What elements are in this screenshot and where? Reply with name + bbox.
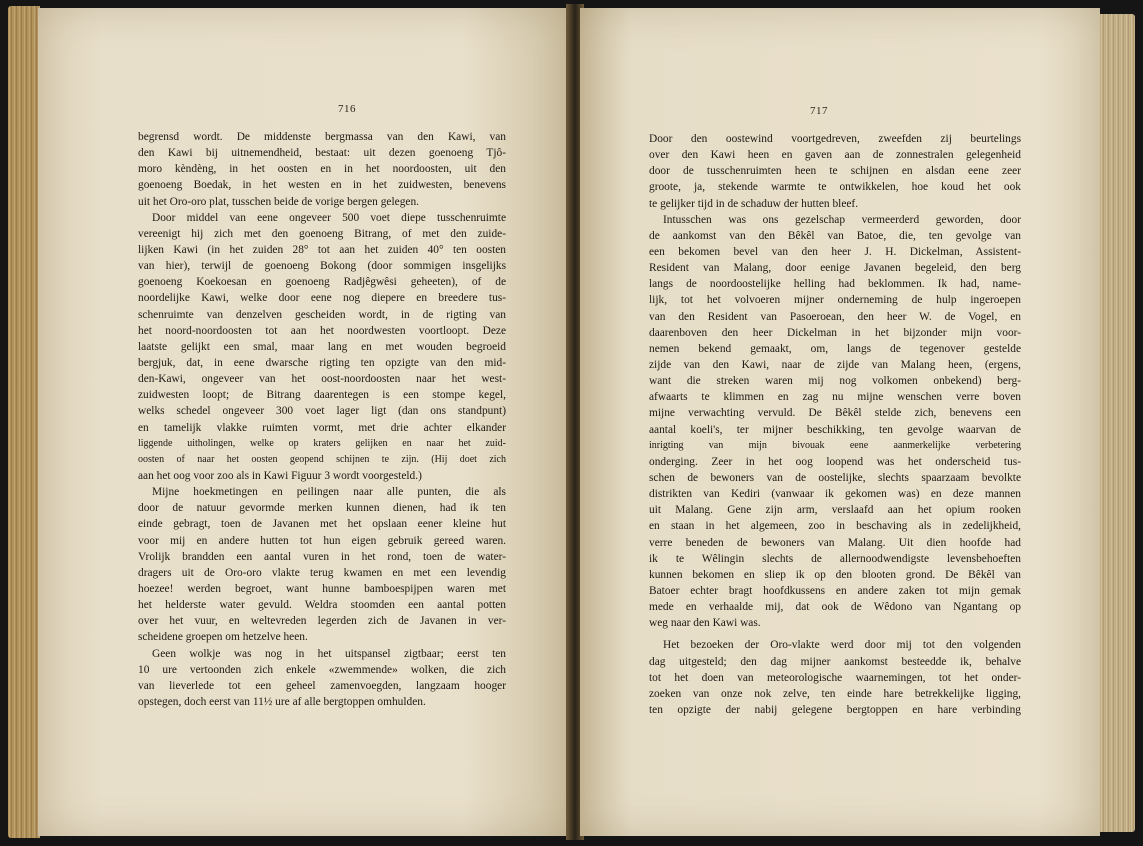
- text-line: inrigting van mijn bivouak eene aanmerkelijke verbetering: [649, 439, 1021, 451]
- text-line: voor mij en andere hutten tot hun eigen gebruik gereed waren.: [138, 534, 506, 547]
- left-page-text: [138, 129, 506, 710]
- text-line: het noord-noordoosten tot aan het noordwesten voortloopt. Deze: [138, 324, 506, 337]
- text-line: ik te Wêlingin slechts de allernoodwendigste levensbehoeften: [649, 552, 1021, 565]
- text-line: lijk, tot het volvoeren mijner onderneming de hulp ingeroepen: [649, 294, 1021, 307]
- text-line: opstegen, doch eerst van 11½ ure af alle bergtoppen omhulden.: [138, 695, 426, 708]
- text-line: zuidwesten loopt; de Bitrang daarentegen is een stompe kegel,: [138, 389, 506, 402]
- text-line: van den Resident van Pasoeroean, den heer W. de Vogel, en: [649, 310, 1021, 323]
- text-line: Batoer echter bragt hoofdkussens en andere zaken tot mijn gemak: [649, 584, 1021, 597]
- text-line: door de natuur gevormde merken kunnen dienen, had ik ten: [138, 502, 506, 515]
- text-line: bergjuk, dat, in eene dwarsche rigting ten opzigte van den mid-: [138, 356, 506, 369]
- text-line: een bekomen bevel van den heer J. H. Dickelman, Assistent-: [649, 245, 1021, 258]
- text-line: Resident van Malang, door eenige Javanen begeleid, den berg: [649, 262, 1021, 275]
- text-line: kunnen bekomen en sliep ik op den blooten grond. De Bêkêl van: [649, 568, 1021, 581]
- text-line: distrikten van Kediri (vanwaar ik gekomen was) en deze mannen: [649, 488, 1021, 501]
- text-line: zijde van den Kawi, naar de zijde van Malang heen, (ergens,: [649, 358, 1021, 371]
- text-line: goenoeng Boedak, in het westen en in het zuidwesten, benevens: [138, 179, 506, 192]
- text-line: want die streken waren mij nog volkomen onbekend) berg-: [649, 375, 1021, 388]
- text-line: schen de bewoners van de oostelijke, slechts spaarzaam bevolkte: [649, 471, 1021, 484]
- text-line: goenoeng Koekoesan en goenoeng Radjêgwêsi geheeten), of de: [138, 276, 506, 289]
- text-line: Vrolijk brandden een aantal vuren in het rond, toen de water-: [138, 550, 506, 563]
- text-line: aantal koeli's, ter mijner beschikking, ten gevolge waarvan de: [649, 423, 1021, 436]
- text-line: verre beneden de bewoners van Malang. Uit dien hoofde had: [649, 536, 1021, 549]
- text-line: schenruimte van denzelven gescheiden wordt, in de rigting van: [138, 308, 506, 321]
- text-line: Geen wolkje was nog in het uitspansel zigtbaar; eerst ten: [152, 647, 506, 660]
- page-number-left: 716: [338, 103, 356, 115]
- text-line: van hier), terwijl de goenoeng Bokong (door sommigen insgelijks: [138, 260, 506, 273]
- text-line: scheidene groepen om hetzelve heen.: [138, 631, 308, 644]
- text-line: langs de noordoostelijke helling had beklommen. Ik had, name-: [649, 278, 1021, 291]
- text-line: het helderste water gevuld. Weldra stoomden een aantal potten: [138, 599, 506, 612]
- text-line: door de tusschenruimten heen te schijnen en alsdan eene zeer: [649, 165, 1021, 178]
- left-page-edges: [8, 6, 40, 838]
- text-line: laatste gelijkt een smal, maar lang en met wouden begroeid: [138, 340, 506, 353]
- text-line: over den Kawi heen en gaven aan de zonnestralen gelegenheid: [649, 149, 1021, 162]
- text-line: van lieverlede tot een geheel zamenvoegden, langzaam hooger: [138, 679, 506, 692]
- text-line: afwaarts te klimmen en zag nu mijne wenschen verre boven: [649, 391, 1021, 404]
- right-page-edges: [1095, 14, 1135, 832]
- text-line: 10 ure vertoonden zich enkele «zwemmende» wolken, die zich: [138, 663, 506, 676]
- text-line: dag uitgesteld; den dag mijner aankomst besteedde ik, behalve: [649, 655, 1021, 668]
- text-line: hoezee! werden begroet, want hunne bamboespijpen waren met: [138, 582, 506, 595]
- text-line: liggende uitholingen, welke op kraters gelijken en naar het zuid-: [138, 437, 506, 449]
- text-line: onderging. Zeer in het oog loopend was het onderscheid tus-: [649, 455, 1021, 468]
- right-page: [580, 8, 1100, 836]
- text-line: einde gebragt, toen de Javanen met het opslaan eener kleine hut: [138, 518, 506, 531]
- text-line: tot het doen van meteorologische waarnemingen, tot het onder-: [649, 671, 1021, 684]
- text-line: welks schedel ongeveer 300 voet lager ligt (dan ons standpunt): [138, 405, 506, 418]
- text-line: Door middel van eene ongeveer 500 voet diepe tusschenruimte: [152, 211, 506, 224]
- text-line: weg naar den Kawi was.: [649, 617, 761, 630]
- text-line: den-Kawi, ongeveer van het oost-noordoosten naar het west-: [138, 373, 506, 386]
- text-line: zoeken van onze nok zelve, ten einde hare betrekkelijke ligging,: [649, 687, 1021, 700]
- text-line: oosten of naar het oosten geopend schijnen te zijn. (Hij doet zich: [138, 453, 506, 465]
- text-line: Door den oostewind voortgedreven, zweefden zij beurtelings: [649, 133, 1021, 145]
- text-line: Intusschen was ons gezelschap vermeerderd geworden, door: [663, 213, 1021, 226]
- right-page-text: [649, 131, 1021, 718]
- text-line: noordelijke Kawi, welke door eene nog diepere en breedere tus-: [138, 292, 506, 305]
- text-line: vereenigt hij zich met den goenoeng Bitrang, of met den zuide-: [138, 227, 506, 240]
- page-number-right: 717: [810, 105, 828, 117]
- text-line: uit het Oro-oro plat, tusschen beide de vorige bergen gelegen.: [138, 195, 419, 208]
- text-line: en tamelijk vlakke ruimten vormt, met drie achter elkander: [138, 421, 506, 434]
- text-line: dragers uit de Oro-oro vlakte terug kwamen en met een levendig: [138, 566, 506, 579]
- text-line: nemen bekend gemaakt, om, langs de tegenover gestelde: [649, 342, 1021, 355]
- text-line: over het vuur, en weltevreden legerden zich de Javanen in ver-: [138, 615, 506, 628]
- left-page: [38, 8, 570, 836]
- text-line: mijne verwachting vervuld. De Bêkêl stelde zich, benevens een: [649, 407, 1021, 420]
- text-line: uit Malang. Gene zijn arm, verslaafd aan het opium rooken: [649, 504, 1021, 517]
- text-line: Het bezoeken der Oro-vlakte werd door mij tot den volgenden: [663, 639, 1021, 652]
- text-line: ten opzigte der nabij gelegene bergtoppen en hare verbinding: [649, 703, 1021, 716]
- text-line: begrensd wordt. De middenste bergmassa van den Kawi, van: [138, 131, 506, 143]
- text-line: aan het oog voor zoo als in Kawi Figuur 3 wordt voorgesteld.): [138, 469, 422, 482]
- text-line: en staan in het algemeen, zoo in beschaving als in zedelijkheid,: [649, 520, 1021, 533]
- text-line: daarenboven den heer Dickelman in het bijzonder mijn voor-: [649, 326, 1021, 339]
- text-line: den Kawi bij uitnemendheid, bestaat: uit dezen goenoeng Tjô-: [138, 147, 506, 160]
- text-line: mede en verhaalde mij, dat ook de Wêdono van Ngantang op: [649, 601, 1021, 614]
- text-line: de aankomst van den Bêkêl van Batoe, die, ten gevolge van: [649, 229, 1021, 242]
- text-line: Mijne hoekmetingen en peilingen naar alle punten, die als: [152, 486, 506, 499]
- text-line: te gelijker tijd in de schaduw der hutten bleef.: [649, 197, 859, 210]
- text-line: moro kèndèng, in het oosten en in het noordoosten, uit den: [138, 163, 506, 176]
- text-line: groote, ja, stekende warmte te ontwikkelen, hoe koud het ook: [649, 181, 1021, 194]
- text-line: lijken Kawi (in het zuiden 28° tot aan het zuiden 40° ten oosten: [138, 243, 506, 256]
